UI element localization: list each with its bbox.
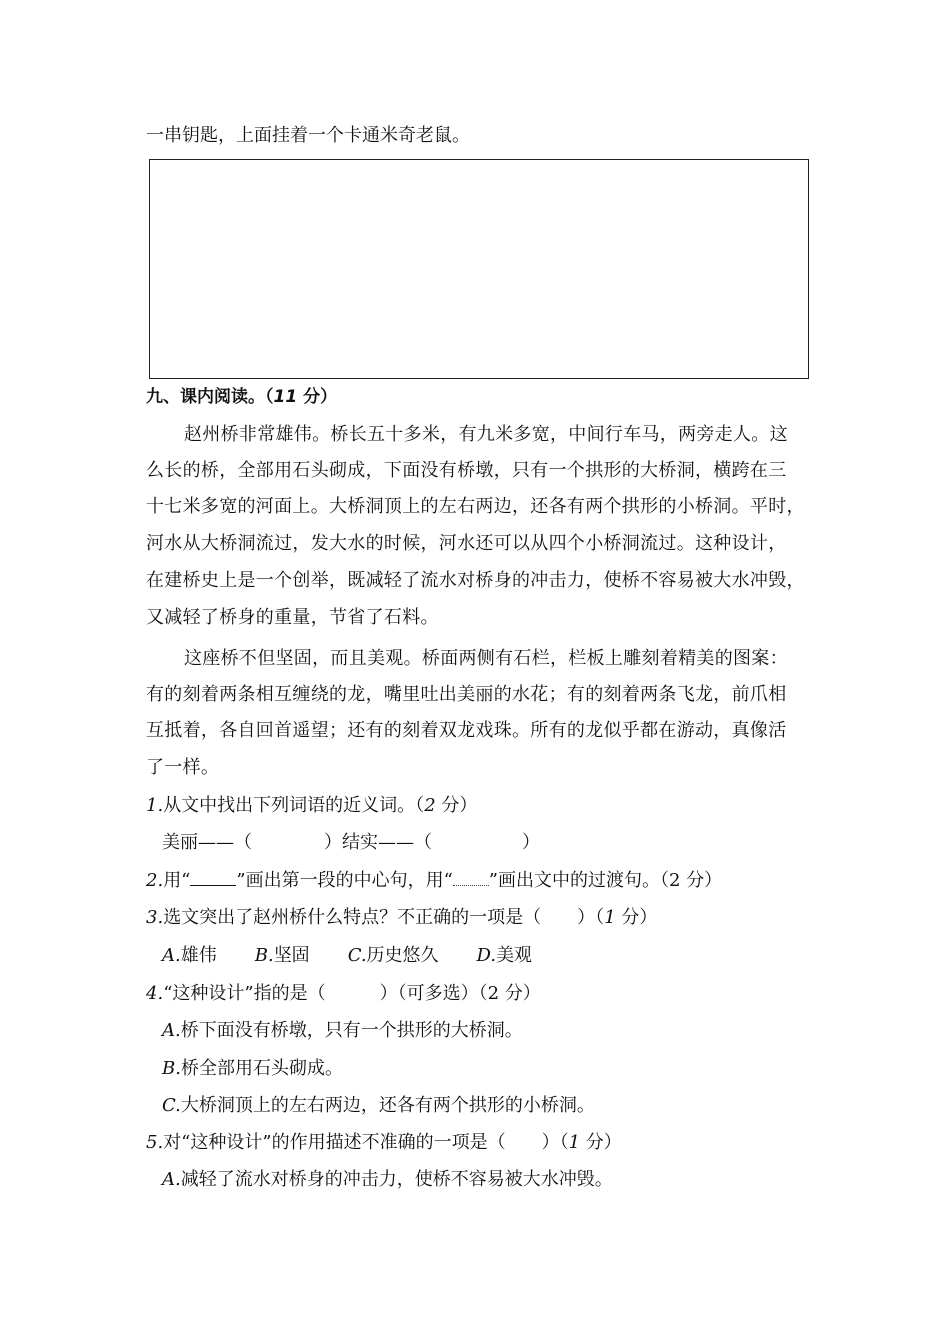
- passage-line: 有的刻着两条相互缠绕的龙，嘴里吐出美丽的水花；有的刻着两条飞龙，前爪相: [146, 684, 787, 705]
- option-letter: A.: [162, 1169, 181, 1190]
- option-b[interactable]: [255, 945, 310, 966]
- question-text: 从文中找出下列词语的近义词。（: [163, 795, 425, 816]
- question-2: [146, 869, 810, 893]
- option-c[interactable]: [162, 1094, 826, 1118]
- question-5: [146, 1131, 810, 1155]
- question-score: 2: [424, 795, 436, 816]
- section-score: 11: [273, 387, 298, 407]
- question-number: 1.: [146, 795, 164, 816]
- option-letter: A.: [162, 1020, 181, 1041]
- question-score: 1: [568, 1132, 581, 1153]
- question-1-answer-line[interactable]: 美丽——（ ）结实——（ ）: [162, 832, 540, 853]
- question-score-unit: 分）: [615, 907, 658, 928]
- option-d[interactable]: [477, 945, 533, 966]
- section-score-unit: 分）: [297, 387, 338, 407]
- option-text: 雄伟: [180, 945, 217, 966]
- question-1: [146, 794, 810, 818]
- passage-line: 这座桥不但坚固，而且美观。桥面两侧有石栏，栏板上雕刻着精美的图案：: [184, 648, 788, 669]
- passage-line: 互抵着，各自回首遥望；还有的刻着双龙戏珠。所有的龙似乎都在游动，真像活: [146, 720, 787, 741]
- option-a[interactable]: [162, 1168, 826, 1192]
- option-letter: C.: [162, 1095, 181, 1116]
- question-4: [146, 982, 810, 1006]
- option-letter: A.: [162, 945, 181, 966]
- straight-underline-mark: [190, 869, 236, 886]
- passage-line: 么长的桥，全部用石头砌成，下面没有桥墩，只有一个拱形的大桥洞，横跨在三: [146, 460, 787, 481]
- passage-line: 在建桥史上是一个创举，既减轻了流水对桥身的冲击力，使桥不容易被大水冲毁，: [146, 570, 805, 591]
- option-text: 坚固: [273, 945, 310, 966]
- question-number: 2.: [146, 870, 164, 891]
- option-letter: D.: [476, 945, 497, 966]
- question-score-unit: 分）: [435, 795, 478, 816]
- option-a[interactable]: [162, 945, 217, 966]
- intro-line: 一串钥匙，上面挂着一个卡通米奇老鼠。: [146, 125, 470, 146]
- wavy-underline-mark: [453, 871, 489, 886]
- question-text-part: 用“: [163, 870, 191, 891]
- question-text: 对“这种设计”的作用描述不准确的一项是（ ）（: [163, 1132, 569, 1153]
- question-3: [146, 906, 810, 930]
- section-title-text: 九、课内阅读。（: [146, 387, 274, 407]
- passage-line: 又减轻了桥身的重量，节省了石料。: [146, 607, 439, 628]
- question-3-options: [162, 944, 826, 968]
- question-score: 1: [604, 907, 616, 928]
- drawing-answer-box[interactable]: [149, 159, 809, 379]
- question-text-part: ”画出第一段的中心句，用“: [236, 870, 453, 891]
- question-text-part: ”画出文中的过渡句。（2 分）: [488, 870, 723, 891]
- passage-line: 赵州桥非常雄伟。桥长五十多米，有九米多宽，中间行车马，两旁走人。这: [184, 424, 788, 445]
- question-number: 5.: [146, 1132, 164, 1153]
- question-score-unit: 分）: [580, 1132, 622, 1153]
- option-letter: C.: [347, 945, 367, 966]
- option-text: 美观: [496, 945, 533, 966]
- question-text: 选文突出了赵州桥什么特点？不正确的一项是（ ）（: [163, 907, 605, 928]
- option-letter: B.: [162, 1058, 181, 1079]
- passage-line: 十七米多宽的河面上。大桥洞顶上的左右两边，还各有两个拱形的小桥洞。平时，: [146, 496, 805, 517]
- option-a[interactable]: [162, 1019, 826, 1043]
- option-text: 大桥洞顶上的左右两边，还各有两个拱形的小桥洞。: [180, 1095, 595, 1116]
- option-text: 桥下面没有桥墩，只有一个拱形的大桥洞。: [180, 1020, 523, 1041]
- passage-line: 河水从大桥洞流过，发大水的时候，河水还可以从四个小桥洞流过。这种设计，: [146, 533, 787, 554]
- option-text: 减轻了流水对桥身的冲击力，使桥不容易被大水冲毁。: [180, 1169, 613, 1190]
- question-number: 3.: [146, 907, 164, 928]
- question-number: 4.: [146, 983, 164, 1004]
- option-b[interactable]: [162, 1057, 826, 1081]
- passage-line: 了一样。: [146, 757, 220, 778]
- section-title: [146, 385, 810, 409]
- option-c[interactable]: [348, 945, 439, 966]
- option-text: 桥全部用石头砌成。: [180, 1058, 343, 1079]
- option-text: 历史悠久: [366, 945, 439, 966]
- question-text: “这种设计”指的是（ ）（可多选）（2 分）: [163, 983, 541, 1004]
- option-letter: B.: [254, 945, 274, 966]
